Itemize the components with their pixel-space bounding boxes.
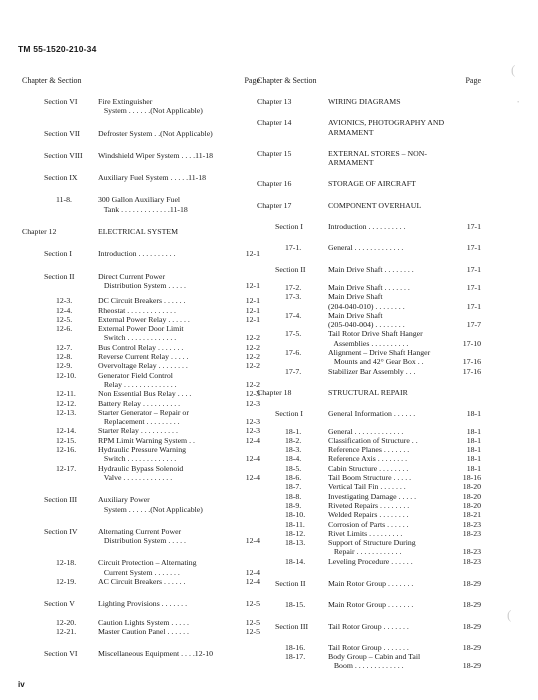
toc-entry bbox=[257, 643, 481, 652]
left-head-page: Page bbox=[244, 76, 260, 85]
toc-entry bbox=[257, 201, 481, 210]
toc-entry-page: 12-3 bbox=[245, 389, 260, 399]
toc-entry-label: Section II bbox=[44, 271, 75, 281]
toc-entry bbox=[22, 249, 260, 258]
toc-entry-title: Starter Relay . . . . . . . . . . bbox=[98, 426, 178, 436]
toc-entry-title: Caution Lights System . . . . . bbox=[98, 617, 189, 627]
toc-entry-label: 12-16. bbox=[56, 445, 77, 455]
toc-entry-page: 17-16 bbox=[462, 366, 481, 376]
toc-entry bbox=[257, 520, 481, 529]
toc-entry-label: 18-1. bbox=[285, 426, 302, 436]
toc-entry-title: Introduction . . . . . . . . . . bbox=[98, 249, 176, 259]
toc-entry bbox=[22, 315, 260, 324]
binding-mark-bottom: ( bbox=[507, 607, 512, 622]
toc-entry-title: Miscellaneous Equipment . . . .12-10 bbox=[98, 649, 213, 659]
toc-entry-title: Corrosion of Parts . . . . . . bbox=[328, 519, 409, 529]
toc-entry bbox=[257, 538, 481, 557]
toc-entry-label: Section V bbox=[44, 599, 75, 609]
toc-entry-title: COMPONENT OVERHAUL bbox=[328, 200, 422, 210]
toc-entry-page: 12-1 bbox=[245, 280, 260, 290]
toc-entry-label: 12-8. bbox=[56, 352, 73, 362]
toc-entry-title: Generator Field Control Relay . . . . . . . . . . . . . . bbox=[98, 370, 177, 389]
toc-entry bbox=[257, 622, 481, 631]
toc-entry-label: Section VI bbox=[44, 649, 78, 659]
toc-entry bbox=[22, 527, 260, 546]
toc-entry-label: 12-14. bbox=[56, 426, 77, 436]
toc-entry bbox=[22, 389, 260, 398]
toc-entry-title: 300 Gallon Auxiliary Fuel Tank . . . . . . . . . . . . .11-18 bbox=[98, 195, 188, 214]
toc-entry-page: 12-1 bbox=[245, 296, 260, 306]
toc-entry-label: Section III bbox=[44, 495, 78, 505]
toc-entry-title: General . . . . . . . . . . . . . bbox=[328, 243, 404, 253]
toc-entry-label: Chapter 16 bbox=[257, 179, 292, 189]
toc-entry-label: 18-3. bbox=[285, 445, 302, 455]
toc-entry-title: Leveling Procedure . . . . . . bbox=[328, 556, 413, 566]
toc-entry-label: 18-17. bbox=[285, 652, 306, 662]
toc-entry-label: 18-11. bbox=[285, 519, 305, 529]
toc-entry bbox=[257, 388, 481, 397]
toc-entry-label: 17-4. bbox=[285, 310, 302, 320]
toc-entry-page: 17-10 bbox=[462, 338, 481, 348]
toc-entry-title: Auxiliary Power System . . . . . .(Not Applicable) bbox=[98, 495, 203, 514]
toc-entry-page: 18-23 bbox=[462, 528, 481, 538]
toc-entry bbox=[22, 618, 260, 627]
toc-entry-label: 12-12. bbox=[56, 398, 77, 408]
toc-entry-title: Vertical Tail Fin . . . . . . . bbox=[328, 482, 406, 492]
toc-entry bbox=[257, 222, 481, 231]
toc-entry bbox=[22, 306, 260, 315]
toc-entry-page: 18-21 bbox=[462, 510, 481, 520]
toc-entry bbox=[257, 292, 481, 311]
toc-entry-page: 18-23 bbox=[462, 519, 481, 529]
toc-entry bbox=[257, 311, 481, 330]
toc-entry-title: Tail Rotor Group . . . . . . . bbox=[328, 642, 409, 652]
toc-entry-page: 12-1 bbox=[245, 249, 260, 259]
toc-entry bbox=[257, 579, 481, 588]
toc-entry bbox=[257, 367, 481, 376]
toc-entry bbox=[257, 409, 481, 418]
toc-entry-title: Tail Rotor Drive Shaft Hanger Assemblies . . . . . . . . . . bbox=[328, 329, 423, 348]
toc-entry-page: 17-1 bbox=[466, 264, 481, 274]
toc-entry-title: General . . . . . . . . . . . . . bbox=[328, 426, 404, 436]
toc-entry-page: 17-16 bbox=[462, 357, 481, 367]
toc-entry bbox=[22, 399, 260, 408]
toc-entry-label: 18-2. bbox=[285, 435, 302, 445]
toc-entry-page: 18-29 bbox=[462, 621, 481, 631]
toc-entry-label: Section VII bbox=[44, 128, 81, 138]
toc-entry-page: 12-3 bbox=[245, 426, 260, 436]
toc-entry bbox=[257, 283, 481, 292]
toc-entry-title: External Power Door Limit Switch . . . . . . . . . . . . . bbox=[98, 324, 184, 343]
toc-entry-label: 17-2. bbox=[285, 282, 302, 292]
toc-entry bbox=[257, 473, 481, 482]
toc-entry-title: Reference Planes . . . . . . . bbox=[328, 445, 410, 455]
toc-entry-page: 18-20 bbox=[462, 500, 481, 510]
toc-entry bbox=[257, 464, 481, 473]
toc-entry-label: 18-10. bbox=[285, 510, 306, 520]
right-head-chapter-section: Chapter & Section bbox=[257, 76, 317, 85]
toc-entry-page: 12-1 bbox=[245, 305, 260, 315]
document-header: TM 55-1520-210-34 bbox=[18, 44, 97, 54]
toc-entry bbox=[257, 329, 481, 348]
toc-entry-label: 12-9. bbox=[56, 361, 73, 371]
toc-entry-page: 12-5 bbox=[245, 599, 260, 609]
toc-entry-title: Bus Control Relay . . . . . . . bbox=[98, 342, 184, 352]
toc-entry bbox=[22, 599, 260, 608]
toc-entry-label: Section I bbox=[44, 249, 72, 259]
toc-entry-label: 12-11. bbox=[56, 389, 76, 399]
toc-entry bbox=[22, 371, 260, 390]
toc-entry bbox=[257, 454, 481, 463]
toc-entry-title: Hydraulic Bypass Solenoid Valve . . . . . . . . . . . . . bbox=[98, 463, 184, 482]
toc-entry-page: 18-1 bbox=[466, 463, 481, 473]
toc-entry-title: Lighting Provisions . . . . . . . bbox=[98, 599, 188, 609]
toc-entry bbox=[257, 265, 481, 274]
toc-entry-title: Investigating Damage . . . . . bbox=[328, 491, 417, 501]
toc-entry-label: 17-7. bbox=[285, 366, 302, 376]
toc-entry-title: Hydraulic Pressure Warning Switch . . . . . . . . . . . . . bbox=[98, 445, 187, 464]
toc-entry-title: Support of Structure During Repair . . . . . . . . . . . . bbox=[328, 538, 416, 557]
toc-entry-title: Non Essential Bus Relay . . . . bbox=[98, 389, 192, 399]
toc-entry-label: 17-6. bbox=[285, 348, 302, 358]
toc-entry-title: Fire Extinguisher System . . . . . .(Not Applicable) bbox=[98, 97, 203, 116]
toc-entry-page: 12-5 bbox=[245, 617, 260, 627]
toc-entry-title: Reference Axis . . . . . . . . bbox=[328, 454, 408, 464]
toc-entry-page: 18-23 bbox=[462, 547, 481, 557]
toc-entry-label: Section II bbox=[275, 264, 306, 274]
toc-entry-title: WIRING DIAGRAMS bbox=[328, 97, 401, 106]
toc-entry-page: 17-1 bbox=[466, 282, 481, 292]
toc-entry-title: Battery Relay . . . . . . . . . . bbox=[98, 398, 181, 408]
toc-entry-page: 17-7 bbox=[466, 320, 481, 330]
binding-mark-upper: · bbox=[516, 94, 521, 109]
toc-entry-label: 18-12. bbox=[285, 528, 306, 538]
toc-entry-page: 18-29 bbox=[462, 578, 481, 588]
toc-entry-label: 18-8. bbox=[285, 491, 302, 501]
toc-entry-page: 18-23 bbox=[462, 556, 481, 566]
toc-entry bbox=[257, 243, 481, 252]
toc-entry bbox=[257, 557, 481, 566]
toc-entry-title: Main Rotor Group . . . . . . . bbox=[328, 600, 414, 610]
toc-entry bbox=[22, 408, 260, 427]
toc-entry-label: 12-19. bbox=[56, 576, 77, 586]
toc-entry bbox=[22, 352, 260, 361]
toc-entry-title: Direct Current Power Distribution System . . . . . bbox=[98, 271, 186, 290]
right-toc-entries bbox=[257, 97, 481, 671]
toc-entry bbox=[257, 118, 481, 137]
toc-entry-page: 12-5 bbox=[245, 626, 260, 636]
toc-entry bbox=[257, 510, 481, 519]
toc-entry-label: 17-3. bbox=[285, 292, 302, 302]
toc-entry-label: Section I bbox=[275, 409, 303, 419]
toc-entry-title: Starter Generator – Repair or Replacement . . . . . . . . . bbox=[98, 407, 189, 427]
toc-entry-title: Main Drive Shaft . . . . . . . . bbox=[328, 264, 414, 274]
toc-entry-page: 18-29 bbox=[462, 600, 481, 610]
toc-entry bbox=[22, 129, 260, 138]
toc-entry-label: Chapter 18 bbox=[257, 387, 292, 397]
toc-entry-label: 12-21. bbox=[56, 626, 77, 636]
toc-entry-label: Section VI bbox=[44, 97, 78, 106]
toc-entry bbox=[22, 649, 260, 658]
toc-entry-label: Chapter 13 bbox=[257, 97, 292, 106]
toc-entry-page: 18-29 bbox=[462, 661, 481, 671]
toc-entry bbox=[257, 501, 481, 510]
toc-entry bbox=[22, 97, 260, 116]
toc-right-column bbox=[257, 76, 481, 671]
toc-entry bbox=[257, 445, 481, 454]
toc-left-column bbox=[22, 76, 260, 658]
toc-entry-title: ELECTRICAL SYSTEM bbox=[98, 227, 179, 237]
toc-entry-page: 12-4 bbox=[245, 435, 260, 445]
toc-entry bbox=[22, 445, 260, 464]
toc-entry bbox=[257, 427, 481, 436]
toc-entry-title: External Power Relay . . . . . . bbox=[98, 314, 190, 324]
toc-entry-title: Circuit Protection – Alternating Current System . . . . . . . bbox=[98, 558, 197, 577]
toc-entry-title: Rivet Limits . . . . . . . . . bbox=[328, 528, 403, 538]
toc-entry-label: 12-18. bbox=[56, 558, 77, 568]
left-toc-entries bbox=[22, 97, 260, 658]
toc-entry-title: Master Caution Panel . . . . . . bbox=[98, 626, 189, 636]
toc-entry-title: STORAGE OF AIRCRAFT bbox=[328, 179, 416, 189]
left-head-chapter-section: Chapter & Section bbox=[22, 76, 82, 85]
toc-entry-page: 12-3 bbox=[245, 417, 260, 427]
toc-entry-page: 12-2 bbox=[245, 342, 260, 352]
toc-entry-label: 17-5. bbox=[285, 329, 302, 339]
left-column-header bbox=[22, 76, 260, 88]
toc-entry-label: 18-13. bbox=[285, 538, 306, 548]
toc-entry bbox=[257, 482, 481, 491]
toc-entry-title: EXTERNAL STORES – NON- ARMAMENT bbox=[328, 148, 427, 168]
toc-entry bbox=[22, 558, 260, 577]
toc-entry-title: Alignment – Drive Shaft Hanger Mounts and 42° Gear Box . . bbox=[328, 348, 431, 367]
toc-entry bbox=[22, 296, 260, 305]
toc-entry-title: Stabilizer Bar Assembly . . . bbox=[328, 366, 416, 376]
toc-entry-label: 12-17. bbox=[56, 463, 77, 473]
right-column-header bbox=[257, 76, 481, 88]
page-number: iv bbox=[18, 680, 25, 689]
toc-entry-label: 18-14. bbox=[285, 556, 306, 566]
toc-entry-label: Chapter 17 bbox=[257, 200, 292, 210]
toc-entry-page: 18-20 bbox=[462, 482, 481, 492]
toc-entry-label: 12-5. bbox=[56, 314, 73, 324]
toc-entry-page: 12-2 bbox=[245, 361, 260, 371]
toc-entry-label: 18-5. bbox=[285, 463, 302, 473]
toc-entry bbox=[257, 97, 481, 106]
toc-entry-label: Chapter 12 bbox=[22, 227, 57, 237]
toc-entry bbox=[22, 577, 260, 586]
toc-entry-title: Rheostat . . . . . . . . . . . . . bbox=[98, 305, 176, 315]
toc-entry bbox=[22, 173, 260, 182]
toc-entry bbox=[257, 149, 481, 168]
toc-entry-title: General Information . . . . . . bbox=[328, 409, 416, 419]
toc-entry bbox=[257, 348, 481, 367]
toc-entry-title: Windshield Wiper System . . . .11-18 bbox=[98, 150, 214, 160]
toc-entry-title: Main Drive Shaft (204-040-010) . . . . . . . . bbox=[328, 292, 405, 311]
toc-entry bbox=[22, 324, 260, 343]
toc-entry bbox=[22, 464, 260, 483]
toc-entry-label: 18-4. bbox=[285, 454, 302, 464]
toc-entry-page: 12-4 bbox=[245, 576, 260, 586]
toc-entry-title: Cabin Structure . . . . . . . . bbox=[328, 463, 409, 473]
toc-entry-page: 18-20 bbox=[462, 491, 481, 501]
toc-entry-page: 12-4 bbox=[245, 536, 260, 546]
toc-entry bbox=[22, 361, 260, 370]
toc-entry-title: Defroster System . .(Not Applicable) bbox=[98, 128, 213, 138]
toc-entry-page: 18-1 bbox=[466, 426, 481, 436]
toc-entry-label: 18-15. bbox=[285, 600, 306, 610]
binding-mark-top: ( bbox=[511, 62, 516, 77]
right-head-page: Page bbox=[465, 76, 481, 85]
toc-entry bbox=[22, 227, 260, 236]
toc-entry-title: Auxiliary Fuel System . . . . .11-18 bbox=[98, 173, 206, 183]
toc-entry bbox=[22, 436, 260, 445]
toc-entry-label: Section IX bbox=[44, 173, 78, 183]
toc-entry-title: Body Group – Cabin and Tail Boom . . . . . . . . . . . . . bbox=[328, 652, 421, 671]
toc-entry-page: 17-1 bbox=[466, 301, 481, 311]
toc-entry bbox=[22, 272, 260, 291]
toc-entry-page: 12-2 bbox=[245, 379, 260, 389]
toc-entry-label: 12-20. bbox=[56, 617, 77, 627]
toc-entry-page: 18-29 bbox=[462, 642, 481, 652]
toc-entry-label: 12-10. bbox=[56, 370, 77, 380]
toc-entry-label: 18-16. bbox=[285, 642, 306, 652]
toc-entry bbox=[22, 343, 260, 352]
toc-entry-page: 12-2 bbox=[245, 333, 260, 343]
toc-entry bbox=[257, 436, 481, 445]
toc-entry bbox=[22, 151, 260, 160]
toc-entry-label: 18-6. bbox=[285, 473, 302, 483]
toc-entry-label: Section II bbox=[275, 578, 306, 588]
toc-entry-label: Section I bbox=[275, 222, 303, 232]
toc-entry-page: 17-1 bbox=[466, 222, 481, 232]
toc-entry-label: 17-1. bbox=[285, 243, 302, 253]
toc-entry-label: Chapter 14 bbox=[257, 118, 292, 128]
toc-entry-label: Chapter 15 bbox=[257, 148, 292, 158]
toc-entry-page: 18-1 bbox=[466, 454, 481, 464]
toc-entry-label: Section III bbox=[275, 621, 309, 631]
toc-entry-title: RPM Limit Warning System . . bbox=[98, 435, 195, 445]
toc-entry bbox=[22, 495, 260, 514]
toc-entry-title: Introduction . . . . . . . . . . bbox=[328, 222, 406, 232]
toc-entry-title: Main Drive Shaft . . . . . . . bbox=[328, 282, 410, 292]
toc-entry-title: Alternating Current Power Distribution System . . . . . bbox=[98, 526, 186, 546]
toc-entry-page: 12-4 bbox=[245, 454, 260, 464]
toc-entry-page: 12-4 bbox=[245, 472, 260, 482]
toc-entry bbox=[22, 195, 260, 214]
toc-entry-title: Riveted Repairs . . . . . . . . bbox=[328, 500, 410, 510]
toc-entry-label: 18-7. bbox=[285, 482, 302, 492]
toc-entry-label: 12-6. bbox=[56, 324, 73, 334]
toc-entry-title: Main Rotor Group . . . . . . . bbox=[328, 578, 414, 588]
toc-entry bbox=[257, 652, 481, 671]
toc-entry-label: 18-9. bbox=[285, 500, 302, 510]
toc-entry-label: 11-8. bbox=[56, 195, 72, 205]
toc-entry bbox=[22, 426, 260, 435]
toc-entry-label: Section IV bbox=[44, 526, 78, 536]
toc-entry-page: 18-1 bbox=[466, 409, 481, 419]
toc-entry bbox=[257, 492, 481, 501]
toc-entry-title: AVIONICS, PHOTOGRAPHY AND ARMAMENT bbox=[328, 118, 445, 137]
toc-entry-title: Tail Rotor Group . . . . . . . bbox=[328, 621, 409, 631]
toc-entry-label: Section VIII bbox=[44, 150, 83, 160]
toc-entry-title: Reverse Current Relay . . . . . bbox=[98, 352, 189, 362]
toc-entry-page: 17-1 bbox=[466, 243, 481, 253]
toc-entry-label: 12-4. bbox=[56, 305, 73, 315]
toc-entry-page: 12-1 bbox=[245, 314, 260, 324]
toc-entry-title: Main Drive Shaft (205-040-004) . . . . . . . . bbox=[328, 310, 405, 330]
toc-entry bbox=[257, 179, 481, 188]
toc-entry-label: 12-15. bbox=[56, 435, 77, 445]
toc-entry bbox=[22, 627, 260, 636]
toc-entry-title: DC Circuit Breakers . . . . . . bbox=[98, 296, 186, 306]
toc-entry-title: STRUCTURAL REPAIR bbox=[328, 387, 408, 397]
toc-entry-page: 18-16 bbox=[462, 473, 481, 483]
toc-entry-title: Classification of Structure . . bbox=[328, 435, 418, 445]
toc-entry-title: Welded Repairs . . . . . . . . bbox=[328, 510, 409, 520]
toc-entry-page: 12-2 bbox=[245, 352, 260, 362]
toc-entry-title: AC Circuit Breakers . . . . . . bbox=[98, 576, 186, 586]
toc-entry bbox=[257, 529, 481, 538]
toc-entry-page: 12-3 bbox=[245, 398, 260, 408]
toc-entry-title: Overvoltage Relay . . . . . . . . bbox=[98, 361, 188, 371]
toc-entry-label: 12-7. bbox=[56, 342, 73, 352]
toc-entry bbox=[257, 600, 481, 609]
toc-entry-page: 12-4 bbox=[245, 567, 260, 577]
toc-entry-title: Tail Boom Structure . . . . . bbox=[328, 473, 412, 483]
toc-entry-label: 12-13. bbox=[56, 407, 77, 417]
toc-entry-label: 12-3. bbox=[56, 296, 73, 306]
toc-entry-page: 18-1 bbox=[466, 435, 481, 445]
toc-entry-page: 18-1 bbox=[466, 445, 481, 455]
